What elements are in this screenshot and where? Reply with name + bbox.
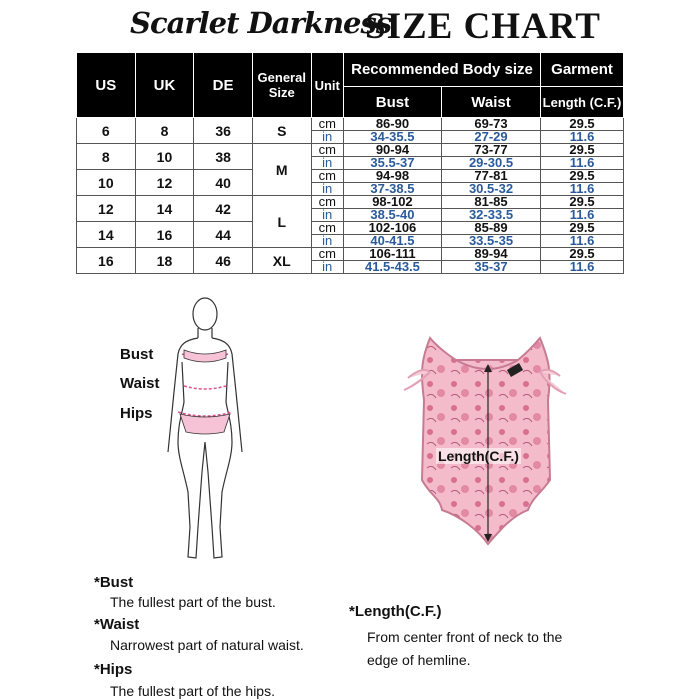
cell-bust: 37-38.5 xyxy=(343,183,441,196)
cell-bust: 86-90 xyxy=(343,118,441,131)
table-row xyxy=(77,196,624,209)
cell-unit: cm xyxy=(311,222,343,235)
note-bust-text: The fullest part of the bust. xyxy=(110,594,276,610)
note-waist-text: Narrowest part of natural waist. xyxy=(110,637,304,653)
cell-uk: 16 xyxy=(135,222,194,248)
cell-general-size: M xyxy=(252,144,311,196)
cell-us: 6 xyxy=(77,118,136,144)
cell-length: 29.5 xyxy=(541,222,624,235)
cell-waist: 32-33.5 xyxy=(441,209,540,222)
garment-illustration xyxy=(400,330,570,550)
cell-unit: cm xyxy=(311,248,343,261)
cell-waist: 89-94 xyxy=(441,248,540,261)
cell-de: 36 xyxy=(194,118,253,144)
cell-length: 29.5 xyxy=(541,144,624,157)
cell-unit: in xyxy=(311,261,343,274)
cell-de: 38 xyxy=(194,144,253,170)
cell-bust: 98-102 xyxy=(343,196,441,209)
cell-length: 11.6 xyxy=(541,131,624,144)
note-length-title: *Length(C.F.) xyxy=(349,603,442,620)
cell-uk: 14 xyxy=(135,196,194,222)
header-waist: Waist xyxy=(441,87,540,118)
cell-de: 42 xyxy=(194,196,253,222)
cell-unit: in xyxy=(311,131,343,144)
table-row xyxy=(77,222,624,235)
cell-bust: 106-111 xyxy=(343,248,441,261)
cell-uk: 10 xyxy=(135,144,194,170)
cell-unit: in xyxy=(311,157,343,170)
figure-label-hips: Hips xyxy=(120,405,153,422)
header-uk: UK xyxy=(135,53,194,118)
cell-bust: 40-41.5 xyxy=(343,235,441,248)
header-length: Length (C.F.) xyxy=(541,87,624,118)
cell-unit: in xyxy=(311,209,343,222)
cell-general-size: S xyxy=(252,118,311,144)
cell-us: 16 xyxy=(77,248,136,274)
cell-us: 8 xyxy=(77,144,136,170)
cell-de: 40 xyxy=(194,170,253,196)
cell-uk: 12 xyxy=(135,170,194,196)
table-row xyxy=(77,170,624,183)
cell-length: 29.5 xyxy=(541,118,624,131)
cell-bust: 38.5-40 xyxy=(343,209,441,222)
table-row xyxy=(77,248,624,261)
cell-general-size: XL xyxy=(252,248,311,274)
cell-uk: 18 xyxy=(135,248,194,274)
cell-uk: 8 xyxy=(135,118,194,144)
cell-bust: 94-98 xyxy=(343,170,441,183)
figure-label-bust: Bust xyxy=(120,346,154,363)
cell-us: 10 xyxy=(77,170,136,196)
cell-length: 11.6 xyxy=(541,183,624,196)
size-chart-table xyxy=(76,52,624,274)
cell-bust: 102-106 xyxy=(343,222,441,235)
table-row xyxy=(77,144,624,157)
cell-length: 11.6 xyxy=(541,157,624,170)
cell-length: 11.6 xyxy=(541,235,624,248)
cell-bust: 35.5-37 xyxy=(343,157,441,170)
cell-unit: cm xyxy=(311,144,343,157)
body-figure-illustration xyxy=(160,292,250,567)
cell-length: 11.6 xyxy=(541,209,624,222)
header-unit: Unit xyxy=(311,53,343,118)
cell-waist: 33.5-35 xyxy=(441,235,540,248)
cell-bust: 41.5-43.5 xyxy=(343,261,441,274)
note-length-text-2: edge of hemline. xyxy=(367,652,471,668)
brand-logo: Scarlet Darkness xyxy=(130,6,392,40)
cell-unit: cm xyxy=(311,118,343,131)
cell-waist: 73-77 xyxy=(441,144,540,157)
cell-unit: cm xyxy=(311,196,343,209)
header-general-size: General Size xyxy=(252,53,311,118)
cell-general-size: L xyxy=(252,196,311,248)
table-row xyxy=(77,118,624,131)
header-garment: Garment xyxy=(541,53,624,87)
note-length-text-1: From center front of neck to the xyxy=(367,629,563,645)
cell-us: 12 xyxy=(77,196,136,222)
cell-waist: 29-30.5 xyxy=(441,157,540,170)
cell-de: 46 xyxy=(194,248,253,274)
cell-length: 29.5 xyxy=(541,196,624,209)
cell-waist: 35-37 xyxy=(441,261,540,274)
cell-unit: cm xyxy=(311,170,343,183)
cell-length: 11.6 xyxy=(541,261,624,274)
cell-length: 29.5 xyxy=(541,248,624,261)
cell-waist: 85-89 xyxy=(441,222,540,235)
note-bust-title: *Bust xyxy=(94,574,134,591)
page-title: SIZE CHART xyxy=(365,6,601,47)
note-hips-title: *Hips xyxy=(94,661,133,678)
cell-us: 14 xyxy=(77,222,136,248)
header-bust: Bust xyxy=(343,87,441,118)
cell-bust: 34-35.5 xyxy=(343,131,441,144)
cell-waist: 81-85 xyxy=(441,196,540,209)
cell-waist: 77-81 xyxy=(441,170,540,183)
cell-waist: 30.5-32 xyxy=(441,183,540,196)
cell-waist: 27-29 xyxy=(441,131,540,144)
cell-waist: 69-73 xyxy=(441,118,540,131)
figure-label-waist: Waist xyxy=(120,375,160,392)
cell-unit: in xyxy=(311,183,343,196)
cell-bust: 90-94 xyxy=(343,144,441,157)
cell-unit: in xyxy=(311,235,343,248)
cell-length: 29.5 xyxy=(541,170,624,183)
note-waist-title: *Waist xyxy=(94,616,140,633)
garment-length-label: Length(C.F.) xyxy=(438,448,519,464)
header-recommended: Recommended Body size xyxy=(343,53,540,87)
header-de: DE xyxy=(194,53,253,118)
cell-de: 44 xyxy=(194,222,253,248)
header-us: US xyxy=(77,53,136,118)
note-hips-text: The fullest part of the hips. xyxy=(110,683,275,699)
